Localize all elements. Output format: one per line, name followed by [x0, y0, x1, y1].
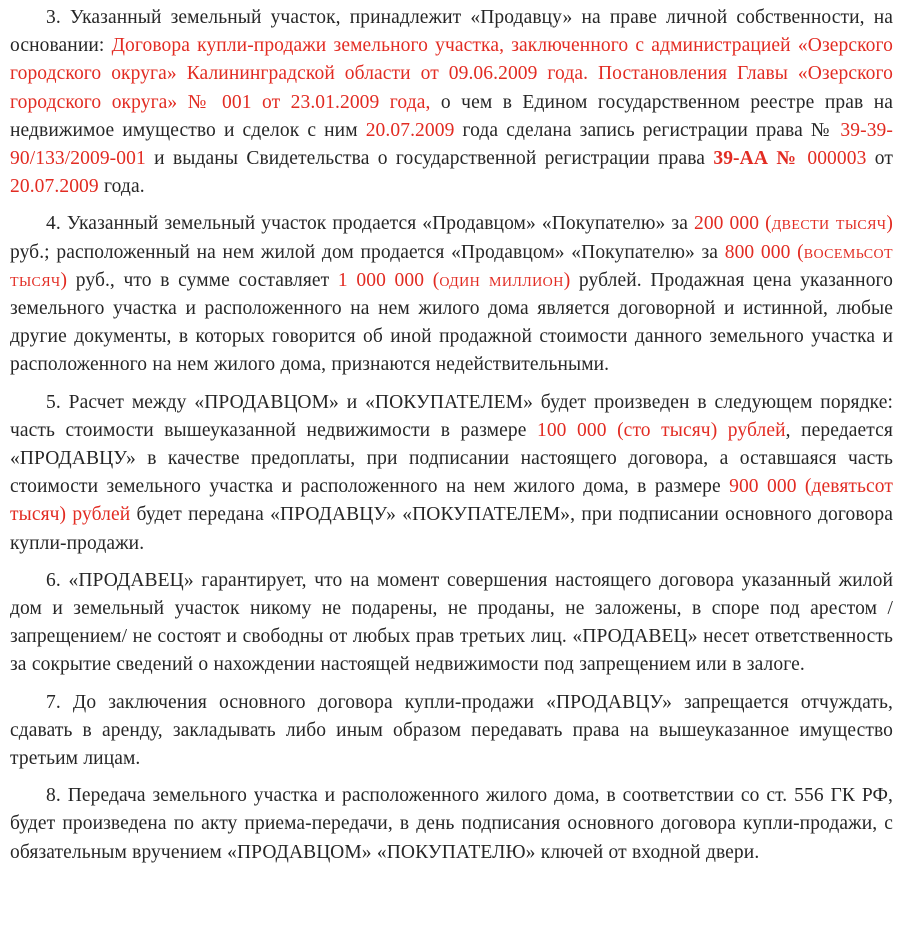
text-run: 3. Указанный земельный участок, принадлежит «Продавцу» на праве личной собственности, на основании:: [10, 7, 893, 57]
clause-6-warranty: [10, 567, 893, 680]
text-run: 8. Передача земельного участка и расположенного жилого дома, в соответствии со ст. 556 ГК РФ, будет произведена по акту приема-передачи, в день подписания основного договора купли-продажи, с обязательным вручением «ПРОДАВЦОМ» «ПОКУПАТЕЛЮ» ключей от входной двери.: [10, 785, 893, 863]
highlighted-value: ): [60, 269, 68, 291]
highlighted-value: (: [424, 269, 440, 291]
text-run: 6. «ПРОДАВЕЦ» гарантирует, что на момент совершения настоящего договора указанный жилой дом и земельный участок никому не подарены, не проданы, не заложены, в споре под арестом /запрещением/ не состоят и свободны от любых прав третьих лиц. «ПРОДАВЕЦ» несет ответственность за сокрытие сведений о нахождении настоящей недвижимости под запрещением или в залоге.: [10, 569, 893, 676]
highlighted-amount-words: двести тысяч: [771, 213, 887, 235]
highlighted-value-bold: 39-АА №: [713, 148, 800, 170]
text-run: года сделана запись регистрации права №: [454, 119, 841, 141]
text-run: от: [866, 148, 893, 170]
text-run: и выданы Свидетельства о государственной регистрации права: [145, 148, 714, 170]
text-run: 4. Указанный земельный участок продается «Продавцом» «Покупателю» за: [46, 213, 694, 235]
clause-5-settlement: [10, 389, 893, 558]
highlighted-value: ): [563, 269, 571, 291]
highlighted-value: ): [886, 213, 894, 235]
clause-4-price: [10, 210, 893, 379]
highlighted-amount-words: один миллион: [439, 269, 564, 291]
highlighted-value: Договора купли-продажи земельного участка, заключенного с администрацией «Озерского городского округа» Калининградской области от 09.06.2009 года. Постановления Главы «Озерского городского округа» № 001 от 23.01.2009 года,: [10, 35, 893, 113]
text-run: 7. До заключения основного договора купли-продажи «ПРОДАВЦУ» запрещается отчуждать, сдавать в аренду, закладывать либо иным образом передавать права на вышеуказанное имущество третьим лицам.: [10, 691, 893, 770]
highlighted-value: 20.07.2009: [365, 119, 455, 141]
clause-3-ownership-basis: [10, 4, 893, 201]
text-run: о чем в Едином государственном реестре прав на недвижимое имущество и сделок с ним: [10, 91, 893, 141]
highlighted-amount-words: восемьсот тысяч: [10, 241, 893, 291]
text-run: , передается «ПРОДАВЦУ» в качестве предоплаты, при подписании настоящего договора, а оставшаяся часть стоимости земельного участка и расположенного на нем жилого дома, в размере: [10, 419, 893, 498]
highlighted-value: (: [790, 241, 804, 263]
highlighted-value: 20.07.2009: [10, 176, 99, 198]
highlighted-value: 1 000 000: [337, 269, 425, 291]
text-run: руб.; расположенный на нем жилой дом продается «Продавцом» «Покупателю» за: [10, 241, 725, 263]
text-run: 5. Расчет между «ПРОДАВЦОМ» и «ПОКУПАТЕЛЕМ» будет произведен в следующем порядке: часть стоимости вышеуказанной недвижимости в размере: [10, 391, 893, 441]
highlighted-value: 900 000 (девятьсот тысяч) рублей: [10, 476, 893, 526]
highlighted-value: (: [759, 213, 772, 235]
clause-7-restrictions: [10, 689, 893, 774]
document-body: [10, 4, 893, 867]
highlighted-value: 000003: [799, 148, 867, 170]
highlighted-value: 200 000: [693, 213, 760, 235]
highlighted-value: 39-39-90/133/2009-001: [10, 119, 893, 170]
text-run: будет передана «ПРОДАВЦУ» «ПОКУПАТЕЛЕМ», при подписании основного договора купли-продажи.: [10, 504, 893, 554]
clause-8-handover: [10, 782, 893, 867]
highlighted-value: 800 000: [724, 241, 791, 263]
text-run: руб., что в сумме составляет: [67, 269, 338, 291]
text-run: рублей. Продажная цена указанного земельного участка и расположенного на нем жилого дома является договорной и истинной, любые другие документы, в которых говорится об иной продажной стоимости данного земельного участка и расположенного на нем жилого дома, признаются недействительными.: [10, 269, 894, 376]
highlighted-value: 100 000 (сто тысяч) рублей: [536, 419, 786, 441]
text-run: года.: [98, 176, 145, 198]
